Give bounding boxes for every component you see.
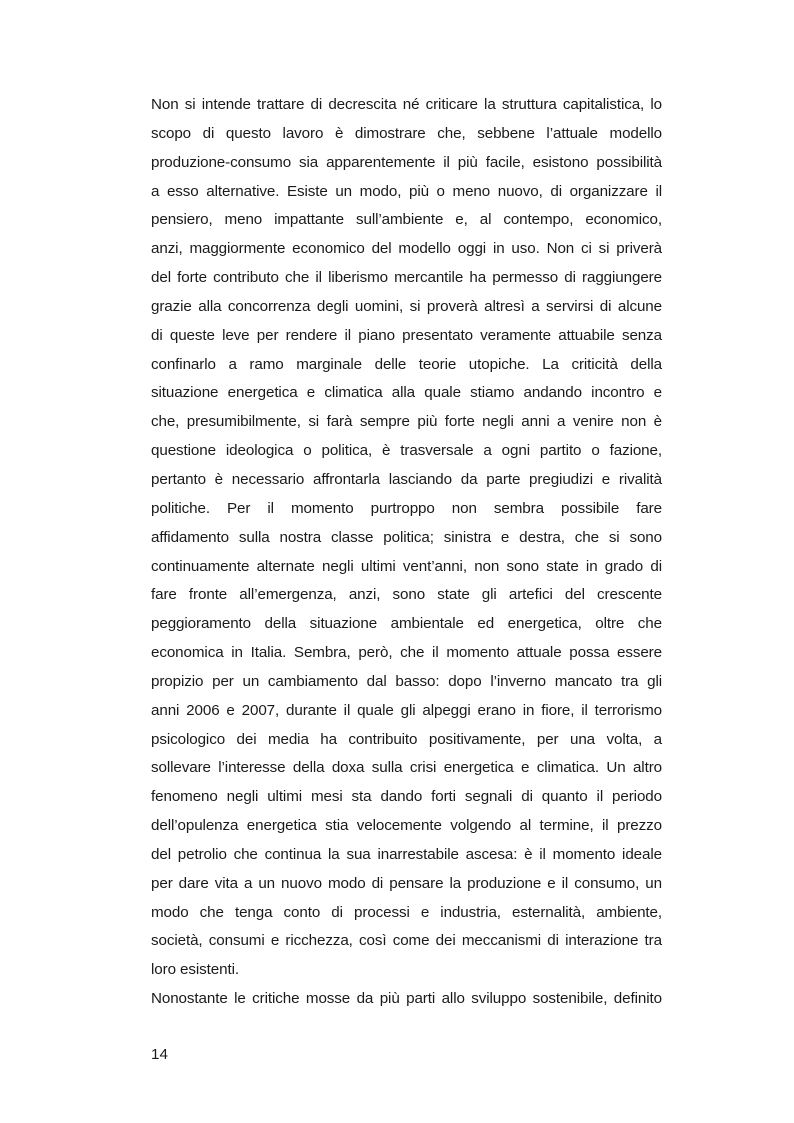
text-line: sollevare l’interesse della doxa sulla crisi energetica e climatica. Un altro [151,759,662,777]
page-number: 14 [151,1046,168,1063]
text-line: pensiero, meno impattante sull’ambiente e, al contempo, economico, [151,211,662,229]
text-line: del petrolio che continua la sua inarrestabile ascesa: è il momento ideale [151,845,662,863]
text-line: produzione-consumo sia apparentemente il più facile, esistono possibilità [151,153,662,171]
text-line: Nonostante le critiche mosse da più parti allo sviluppo sostenibile, definito [151,990,662,1008]
text-line: economica in Italia. Sembra, però, che il momento attuale possa essere [151,644,662,662]
text-line: propizio per un cambiamento dal basso: dopo l’inverno mancato tra gli [151,672,662,690]
text-line: dell’opulenza energetica stia velocemente volgendo al termine, il prezzo [151,817,662,835]
text-line: loro esistenti. [151,961,239,979]
text-line: anni 2006 e 2007, durante il quale gli alpeggi erano in fiore, il terrorismo [151,701,662,719]
text-line: per dare vita a un nuovo modo di pensare la produzione e il consumo, un [151,874,662,892]
text-line: confinarlo a ramo marginale delle teorie utopiche. La criticità della [151,355,662,373]
text-line: a esso alternative. Esiste un modo, più o meno nuovo, di organizzare il [151,182,662,200]
text-line: società, consumi e ricchezza, così come dei meccanismi di interazione tra [151,932,662,950]
text-line: modo che tenga conto di processi e industria, esternalità, ambiente, [151,903,662,921]
text-line: che, presumibilmente, si farà sempre più forte negli anni a venire non è [151,413,662,431]
body-text [151,91,662,1014]
text-line: peggioramento della situazione ambientale ed energetica, oltre che [151,615,662,633]
text-line: situazione energetica e climatica alla quale stiamo andando incontro e [151,384,662,402]
text-line: di queste leve per rendere il piano presentato veramente attuabile senza [151,326,662,344]
text-line: Non si intende trattare di decrescita né criticare la struttura capitalistica, lo [151,96,662,113]
text-line: pertanto è necessario affrontarla lasciando da parte pregiudizi e rivalità [151,470,662,488]
text-line: del forte contributo che il liberismo mercantile ha permesso di raggiungere [151,269,662,287]
text-line: questione ideologica o politica, è trasversale a ogni partito o fazione, [151,442,662,460]
text-line: politiche. Per il momento purtroppo non sembra possibile fare [151,499,662,517]
text-line: continuamente alternate negli ultimi vent’anni, non sono state in grado di [151,557,662,575]
text-line: fenomeno negli ultimi mesi sta dando forti segnali di quanto il periodo [151,788,662,806]
text-line: anzi, maggiormente economico del modello oggi in uso. Non ci si priverà [151,240,662,258]
text-line: fare fronte all’emergenza, anzi, sono state gli artefici del crescente [151,586,662,604]
text-line: grazie alla concorrenza degli uomini, si proverà altresì a servirsi di alcune [151,297,662,315]
text-line: affidamento sulla nostra classe politica; sinistra e destra, che si sono [151,528,662,546]
text-line: scopo di questo lavoro è dimostrare che, sebbene l’attuale modello [151,124,662,142]
text-line: psicologico dei media ha contribuito positivamente, per una volta, a [151,730,662,748]
